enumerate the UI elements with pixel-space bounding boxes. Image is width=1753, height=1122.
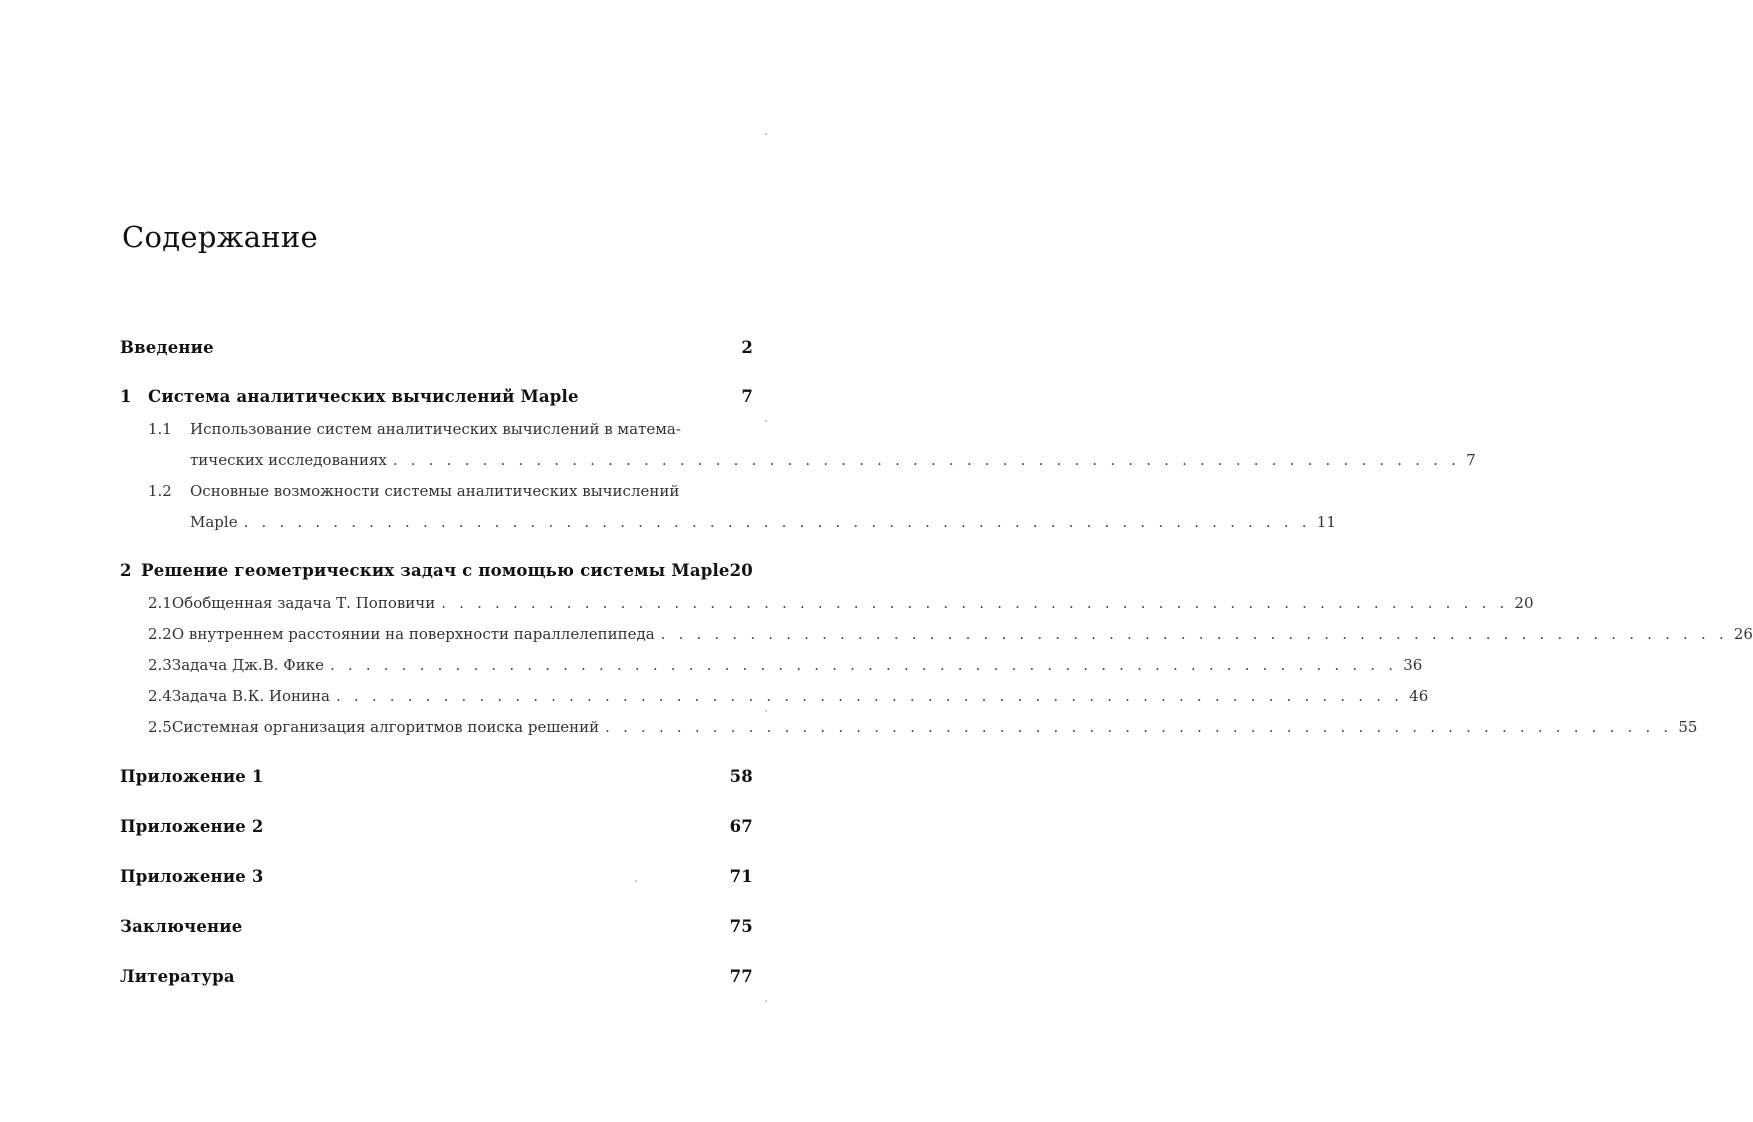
toc-entry-title: Заключение	[120, 917, 243, 936]
toc-entry-number: 2.4	[148, 687, 172, 705]
toc-entry-conclusion[interactable]	[120, 917, 753, 936]
toc-page-number: 26	[1733, 625, 1753, 643]
toc-page-number: 58	[729, 767, 753, 786]
toc-entry-title: Обобщенная задача Т. Поповичи	[171, 594, 436, 612]
dot-leader	[244, 513, 1311, 531]
toc-entry-chapter-1[interactable]	[120, 387, 753, 406]
toc-page-number: 77	[729, 967, 753, 986]
toc-page-number: 75	[729, 917, 753, 936]
toc-entry-literature[interactable]	[120, 967, 753, 986]
toc-entry-1-2[interactable]	[148, 482, 753, 500]
toc-entry-title: Приложение 3	[120, 867, 264, 886]
toc-entry-number: 2.3	[148, 656, 172, 674]
toc-entry-number: 1.2	[148, 482, 172, 500]
scan-speck	[635, 880, 637, 882]
toc-entry-title: О внутреннем расстоянии на поверхности параллелепипеда	[171, 625, 655, 643]
toc-entry-1-1-continued[interactable]	[148, 451, 1476, 469]
toc-entry-1-2-continued[interactable]	[148, 513, 1336, 531]
dot-leader	[661, 625, 1728, 643]
toc-entry-2-2[interactable]	[148, 625, 1753, 643]
toc-page-number: 11	[1316, 513, 1336, 531]
toc-page-number: 36	[1403, 656, 1423, 674]
dot-leader	[605, 718, 1672, 736]
scan-speck	[765, 1000, 767, 1002]
scan-speck	[765, 133, 767, 135]
toc-page-number: 46	[1409, 687, 1429, 705]
toc-entry-title-continued: Maple	[190, 513, 238, 531]
toc-entry-title: Задача В.К. Ионина	[171, 687, 330, 705]
toc-entry-title: Задача Дж.В. Фике	[171, 656, 324, 674]
toc-entry-number: 2	[120, 561, 132, 580]
toc-entry-2-1[interactable]	[148, 594, 1534, 612]
toc-entry-title: Основные возможности системы аналитических вычислений	[190, 482, 680, 500]
toc-entry-number: 1.1	[148, 420, 172, 438]
dot-leader	[393, 451, 1460, 469]
toc-entry-number: 2.2	[148, 625, 172, 643]
toc-entry-title-continued: тических исследованиях	[190, 451, 387, 469]
toc-entry-2-3[interactable]	[148, 656, 1423, 674]
toc-entry-chapter-2[interactable]	[120, 561, 753, 580]
toc-entry-title: Приложение 1	[120, 767, 264, 786]
toc-page-number: 7	[1466, 451, 1476, 469]
dot-leader	[330, 656, 1397, 674]
toc-entry-title: Введение	[120, 338, 214, 357]
toc-entry-2-5[interactable]	[148, 718, 1698, 736]
toc-page-number: 2	[741, 338, 753, 357]
toc-page-number: 20	[1514, 594, 1534, 612]
toc-entry-appendix-3[interactable]	[120, 867, 753, 886]
toc-entry-2-4[interactable]	[148, 687, 1429, 705]
toc-page-number: 7	[741, 387, 753, 406]
toc-page-number: 67	[729, 817, 753, 836]
toc-entry-appendix-1[interactable]	[120, 767, 753, 786]
toc-entry-title: Система аналитических вычислений Maple	[148, 387, 579, 406]
toc-entry-number: 2.5	[148, 718, 172, 736]
toc-entry-intro[interactable]	[120, 338, 753, 357]
toc-entry-title: Системная организация алгоритмов поиска решений	[171, 718, 600, 736]
toc-entry-title: Использование систем аналитических вычислений в матема-	[190, 420, 681, 438]
toc-page-number: 71	[729, 867, 753, 886]
toc-page-number: 20	[729, 561, 753, 580]
toc-entry-title: Приложение 2	[120, 817, 264, 836]
scan-speck	[765, 710, 767, 712]
dot-leader	[336, 687, 1403, 705]
toc-entry-1-1[interactable]	[148, 420, 753, 438]
toc-entry-number: 2.1	[148, 594, 172, 612]
toc-entry-number: 1	[120, 387, 132, 406]
scan-speck	[765, 420, 767, 422]
dot-leader	[441, 594, 1508, 612]
toc-page-number: 55	[1678, 718, 1698, 736]
toc-entry-title: Решение геометрических задач с помощью системы Maple	[141, 561, 730, 580]
toc-entry-appendix-2[interactable]	[120, 817, 753, 836]
page-title: Содержание	[122, 220, 319, 254]
toc-entry-title: Литература	[120, 967, 235, 986]
